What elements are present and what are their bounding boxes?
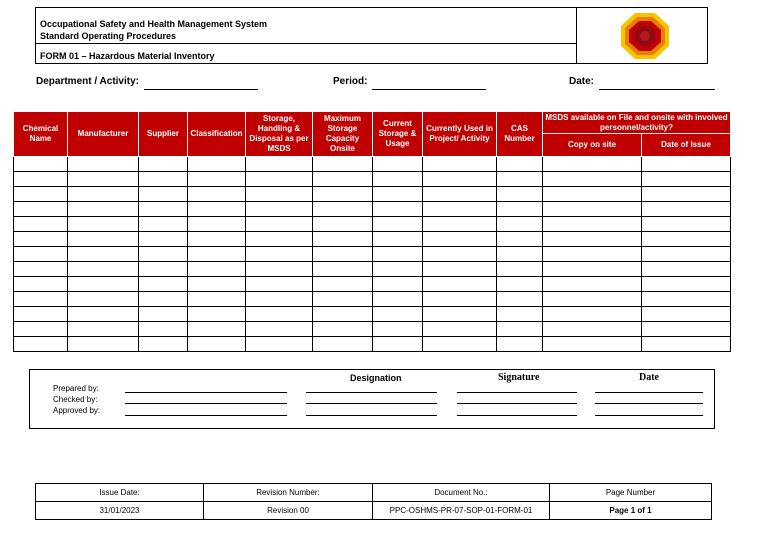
table-cell[interactable] bbox=[139, 172, 188, 187]
approved-date-field[interactable] bbox=[595, 415, 703, 416]
table-cell[interactable] bbox=[642, 322, 731, 337]
period-field[interactable] bbox=[372, 89, 486, 90]
revision-number-value: Revision 00 bbox=[204, 502, 373, 520]
table-cell[interactable] bbox=[246, 217, 313, 232]
table-cell[interactable] bbox=[14, 157, 68, 172]
date-heading: Date bbox=[639, 372, 659, 383]
table-cell[interactable] bbox=[373, 232, 423, 247]
checked-name-field[interactable] bbox=[125, 403, 287, 404]
table-cell[interactable] bbox=[14, 172, 68, 187]
table-cell[interactable] bbox=[313, 247, 373, 262]
table-cell[interactable] bbox=[188, 322, 246, 337]
table-cell[interactable] bbox=[373, 217, 423, 232]
table-row bbox=[14, 172, 731, 187]
issue-date-value: 31/01/2023 bbox=[36, 502, 204, 520]
col-currently-used: Currently Used in Project/ Activity bbox=[423, 112, 497, 157]
col-manufacturer: Manufacturer bbox=[68, 112, 139, 157]
table-row bbox=[14, 217, 731, 232]
table-cell[interactable] bbox=[423, 277, 497, 292]
table-cell[interactable] bbox=[373, 157, 423, 172]
table-cell[interactable] bbox=[423, 232, 497, 247]
table-row bbox=[14, 277, 731, 292]
table-cell[interactable] bbox=[423, 322, 497, 337]
table-cell[interactable] bbox=[14, 292, 68, 307]
table-cell[interactable] bbox=[68, 187, 139, 202]
table-row bbox=[14, 232, 731, 247]
approved-signature-field[interactable] bbox=[457, 415, 577, 416]
table-cell[interactable] bbox=[14, 262, 68, 277]
table-cell[interactable] bbox=[246, 172, 313, 187]
sop-title: Standard Operating Procedures bbox=[40, 31, 177, 41]
table-cell[interactable] bbox=[246, 262, 313, 277]
table-cell[interactable] bbox=[497, 337, 543, 352]
table-cell[interactable] bbox=[139, 277, 188, 292]
table-cell[interactable] bbox=[423, 217, 497, 232]
col-cas-number: CAS Number bbox=[497, 112, 543, 157]
header-titles bbox=[36, 8, 577, 63]
table-cell[interactable] bbox=[373, 172, 423, 187]
inventory-body bbox=[14, 157, 731, 352]
table-row bbox=[14, 337, 731, 352]
table-cell[interactable] bbox=[543, 307, 642, 322]
table-cell[interactable] bbox=[139, 307, 188, 322]
issue-date-label: Issue Date: bbox=[36, 484, 204, 502]
table-cell[interactable] bbox=[497, 187, 543, 202]
system-title: Occupational Safety and Health Management System bbox=[40, 19, 268, 29]
table-cell[interactable] bbox=[246, 232, 313, 247]
date-label: Date: bbox=[569, 76, 595, 87]
col-supplier: Supplier bbox=[139, 112, 188, 157]
table-cell[interactable] bbox=[497, 172, 543, 187]
table-cell[interactable] bbox=[543, 157, 642, 172]
col-copy-on-site: Copy on site bbox=[543, 134, 642, 157]
table-cell[interactable] bbox=[139, 232, 188, 247]
table-cell[interactable] bbox=[423, 157, 497, 172]
table-cell[interactable] bbox=[68, 247, 139, 262]
table-cell[interactable] bbox=[313, 217, 373, 232]
table-cell[interactable] bbox=[543, 202, 642, 217]
table-cell[interactable] bbox=[423, 187, 497, 202]
table-cell[interactable] bbox=[423, 292, 497, 307]
table-cell[interactable] bbox=[246, 187, 313, 202]
table-cell[interactable] bbox=[642, 337, 731, 352]
table-cell[interactable] bbox=[246, 307, 313, 322]
checked-by-label: Checked by: bbox=[53, 395, 98, 404]
table-cell[interactable] bbox=[642, 202, 731, 217]
table-cell[interactable] bbox=[642, 262, 731, 277]
table-cell[interactable] bbox=[139, 337, 188, 352]
col-chemical-name: Chemical Name bbox=[14, 112, 68, 157]
prepared-date-field[interactable] bbox=[595, 392, 703, 393]
table-cell[interactable] bbox=[373, 202, 423, 217]
prepared-name-field[interactable] bbox=[125, 392, 287, 393]
table-cell[interactable] bbox=[139, 217, 188, 232]
table-cell[interactable] bbox=[543, 187, 642, 202]
department-field[interactable] bbox=[144, 89, 258, 90]
table-cell[interactable] bbox=[188, 262, 246, 277]
table-cell[interactable] bbox=[139, 262, 188, 277]
table-cell[interactable] bbox=[246, 292, 313, 307]
table-cell[interactable] bbox=[246, 202, 313, 217]
col-classification: Classification bbox=[188, 112, 246, 157]
table-cell[interactable] bbox=[188, 232, 246, 247]
table-cell[interactable] bbox=[423, 247, 497, 262]
table-cell[interactable] bbox=[642, 247, 731, 262]
table-cell[interactable] bbox=[642, 277, 731, 292]
signature-heading: Signature bbox=[498, 372, 540, 383]
table-cell[interactable] bbox=[188, 217, 246, 232]
table-cell[interactable] bbox=[642, 307, 731, 322]
document-header bbox=[35, 7, 708, 64]
table-cell[interactable] bbox=[14, 247, 68, 262]
signoff-box bbox=[29, 369, 715, 429]
table-cell[interactable] bbox=[68, 277, 139, 292]
table-cell[interactable] bbox=[313, 307, 373, 322]
page-number-value: Page 1 of 1 bbox=[550, 502, 712, 520]
table-row bbox=[14, 202, 731, 217]
table-cell[interactable] bbox=[543, 217, 642, 232]
checked-designation-field[interactable] bbox=[306, 403, 437, 404]
approved-by-label: Approved by: bbox=[53, 406, 101, 415]
page-number-label: Page Number bbox=[550, 484, 712, 502]
table-cell[interactable] bbox=[642, 172, 731, 187]
document-number-label: Document No.: bbox=[373, 484, 550, 502]
inventory-table bbox=[13, 111, 731, 352]
table-cell[interactable] bbox=[68, 322, 139, 337]
table-cell[interactable] bbox=[246, 337, 313, 352]
table-row bbox=[14, 307, 731, 322]
table-cell[interactable] bbox=[68, 292, 139, 307]
document-footer bbox=[35, 483, 712, 520]
table-cell[interactable] bbox=[188, 172, 246, 187]
table-cell[interactable] bbox=[497, 262, 543, 277]
table-cell[interactable] bbox=[642, 232, 731, 247]
prepared-signature-field[interactable] bbox=[457, 392, 577, 393]
table-cell[interactable] bbox=[139, 187, 188, 202]
table-cell[interactable] bbox=[68, 307, 139, 322]
table-cell[interactable] bbox=[14, 202, 68, 217]
form-title: FORM 01 – Hazardous Material Inventory bbox=[40, 51, 215, 61]
table-cell[interactable] bbox=[188, 307, 246, 322]
col-storage: Storage, Handling & Disposal as per MSDS bbox=[246, 112, 313, 157]
table-cell[interactable] bbox=[313, 157, 373, 172]
approved-designation-field[interactable] bbox=[306, 415, 437, 416]
table-cell[interactable] bbox=[14, 187, 68, 202]
table-cell[interactable] bbox=[373, 262, 423, 277]
table-cell[interactable] bbox=[68, 232, 139, 247]
table-cell[interactable] bbox=[543, 292, 642, 307]
col-current-storage: Current Storage & Usage bbox=[373, 112, 423, 157]
table-cell[interactable] bbox=[543, 247, 642, 262]
table-cell[interactable] bbox=[373, 277, 423, 292]
table-cell[interactable] bbox=[139, 292, 188, 307]
table-cell[interactable] bbox=[497, 217, 543, 232]
table-cell[interactable] bbox=[497, 322, 543, 337]
col-date-of-issue: Date of Issue bbox=[642, 134, 731, 157]
table-cell[interactable] bbox=[497, 202, 543, 217]
table-cell[interactable] bbox=[14, 337, 68, 352]
table-cell[interactable] bbox=[423, 262, 497, 277]
table-cell[interactable] bbox=[313, 187, 373, 202]
table-cell[interactable] bbox=[313, 202, 373, 217]
table-cell[interactable] bbox=[313, 262, 373, 277]
table-row bbox=[14, 322, 731, 337]
table-cell[interactable] bbox=[373, 322, 423, 337]
table-cell[interactable] bbox=[642, 157, 731, 172]
table-cell[interactable] bbox=[642, 292, 731, 307]
period-label: Period: bbox=[333, 76, 368, 87]
table-cell[interactable] bbox=[188, 277, 246, 292]
table-cell[interactable] bbox=[14, 217, 68, 232]
table-cell[interactable] bbox=[373, 337, 423, 352]
prepared-designation-field[interactable] bbox=[306, 392, 437, 393]
table-row bbox=[14, 262, 731, 277]
table-cell[interactable] bbox=[497, 157, 543, 172]
table-row bbox=[14, 247, 731, 262]
table-cell[interactable] bbox=[188, 187, 246, 202]
table-cell[interactable] bbox=[14, 277, 68, 292]
table-cell[interactable] bbox=[68, 172, 139, 187]
table-cell[interactable] bbox=[139, 202, 188, 217]
department-label: Department / Activity: bbox=[36, 76, 139, 87]
table-cell[interactable] bbox=[246, 277, 313, 292]
table-cell[interactable] bbox=[642, 187, 731, 202]
checked-date-field[interactable] bbox=[595, 403, 703, 404]
prepared-by-label: Prepared by: bbox=[53, 384, 99, 393]
checked-signature-field[interactable] bbox=[457, 403, 577, 404]
table-cell[interactable] bbox=[246, 247, 313, 262]
table-cell[interactable] bbox=[188, 292, 246, 307]
table-cell[interactable] bbox=[139, 157, 188, 172]
table-cell[interactable] bbox=[543, 262, 642, 277]
table-cell[interactable] bbox=[68, 157, 139, 172]
date-field[interactable] bbox=[599, 89, 715, 90]
table-cell[interactable] bbox=[188, 337, 246, 352]
table-cell[interactable] bbox=[543, 232, 642, 247]
revision-number-label: Revision Number: bbox=[204, 484, 373, 502]
octagon-sun-logo-icon bbox=[620, 12, 670, 60]
table-cell[interactable] bbox=[543, 337, 642, 352]
table-cell[interactable] bbox=[497, 277, 543, 292]
table-cell[interactable] bbox=[313, 292, 373, 307]
table-cell[interactable] bbox=[543, 277, 642, 292]
table-cell[interactable] bbox=[246, 322, 313, 337]
table-cell[interactable] bbox=[188, 247, 246, 262]
table-cell[interactable] bbox=[139, 247, 188, 262]
header-divider bbox=[36, 43, 576, 44]
approved-name-field[interactable] bbox=[125, 415, 287, 416]
col-max-storage: Maximum Storage Capacity Onsite bbox=[313, 112, 373, 157]
table-cell[interactable] bbox=[423, 202, 497, 217]
table-cell[interactable] bbox=[373, 187, 423, 202]
table-cell[interactable] bbox=[373, 307, 423, 322]
table-cell[interactable] bbox=[497, 307, 543, 322]
table-cell[interactable] bbox=[14, 232, 68, 247]
table-cell[interactable] bbox=[313, 322, 373, 337]
table-cell[interactable] bbox=[543, 322, 642, 337]
table-cell[interactable] bbox=[497, 232, 543, 247]
designation-heading: Designation bbox=[350, 373, 402, 383]
table-cell[interactable] bbox=[14, 322, 68, 337]
table-cell[interactable] bbox=[68, 337, 139, 352]
table-row bbox=[14, 187, 731, 202]
document-number-value: PPC-OSHMS-PR-07-SOP-01-FORM-01 bbox=[373, 502, 550, 520]
table-cell[interactable] bbox=[313, 172, 373, 187]
table-cell[interactable] bbox=[497, 247, 543, 262]
table-cell[interactable] bbox=[246, 157, 313, 172]
table-cell[interactable] bbox=[188, 157, 246, 172]
table-cell[interactable] bbox=[313, 277, 373, 292]
table-cell[interactable] bbox=[14, 307, 68, 322]
table-cell[interactable] bbox=[313, 337, 373, 352]
table-cell[interactable] bbox=[188, 202, 246, 217]
table-cell[interactable] bbox=[423, 307, 497, 322]
table-cell[interactable] bbox=[497, 292, 543, 307]
table-row bbox=[14, 157, 731, 172]
table-cell[interactable] bbox=[139, 322, 188, 337]
table-cell[interactable] bbox=[373, 247, 423, 262]
table-cell[interactable] bbox=[642, 217, 731, 232]
table-cell[interactable] bbox=[68, 217, 139, 232]
table-row bbox=[14, 292, 731, 307]
table-cell[interactable] bbox=[313, 232, 373, 247]
table-cell[interactable] bbox=[68, 202, 139, 217]
header-logo-cell bbox=[577, 8, 707, 63]
col-msds-group: MSDS available on File and onsite with involved personnel/activity? bbox=[543, 112, 731, 134]
table-cell[interactable] bbox=[373, 292, 423, 307]
table-cell[interactable] bbox=[423, 337, 497, 352]
table-cell[interactable] bbox=[543, 172, 642, 187]
table-cell[interactable] bbox=[68, 262, 139, 277]
table-cell[interactable] bbox=[423, 172, 497, 187]
